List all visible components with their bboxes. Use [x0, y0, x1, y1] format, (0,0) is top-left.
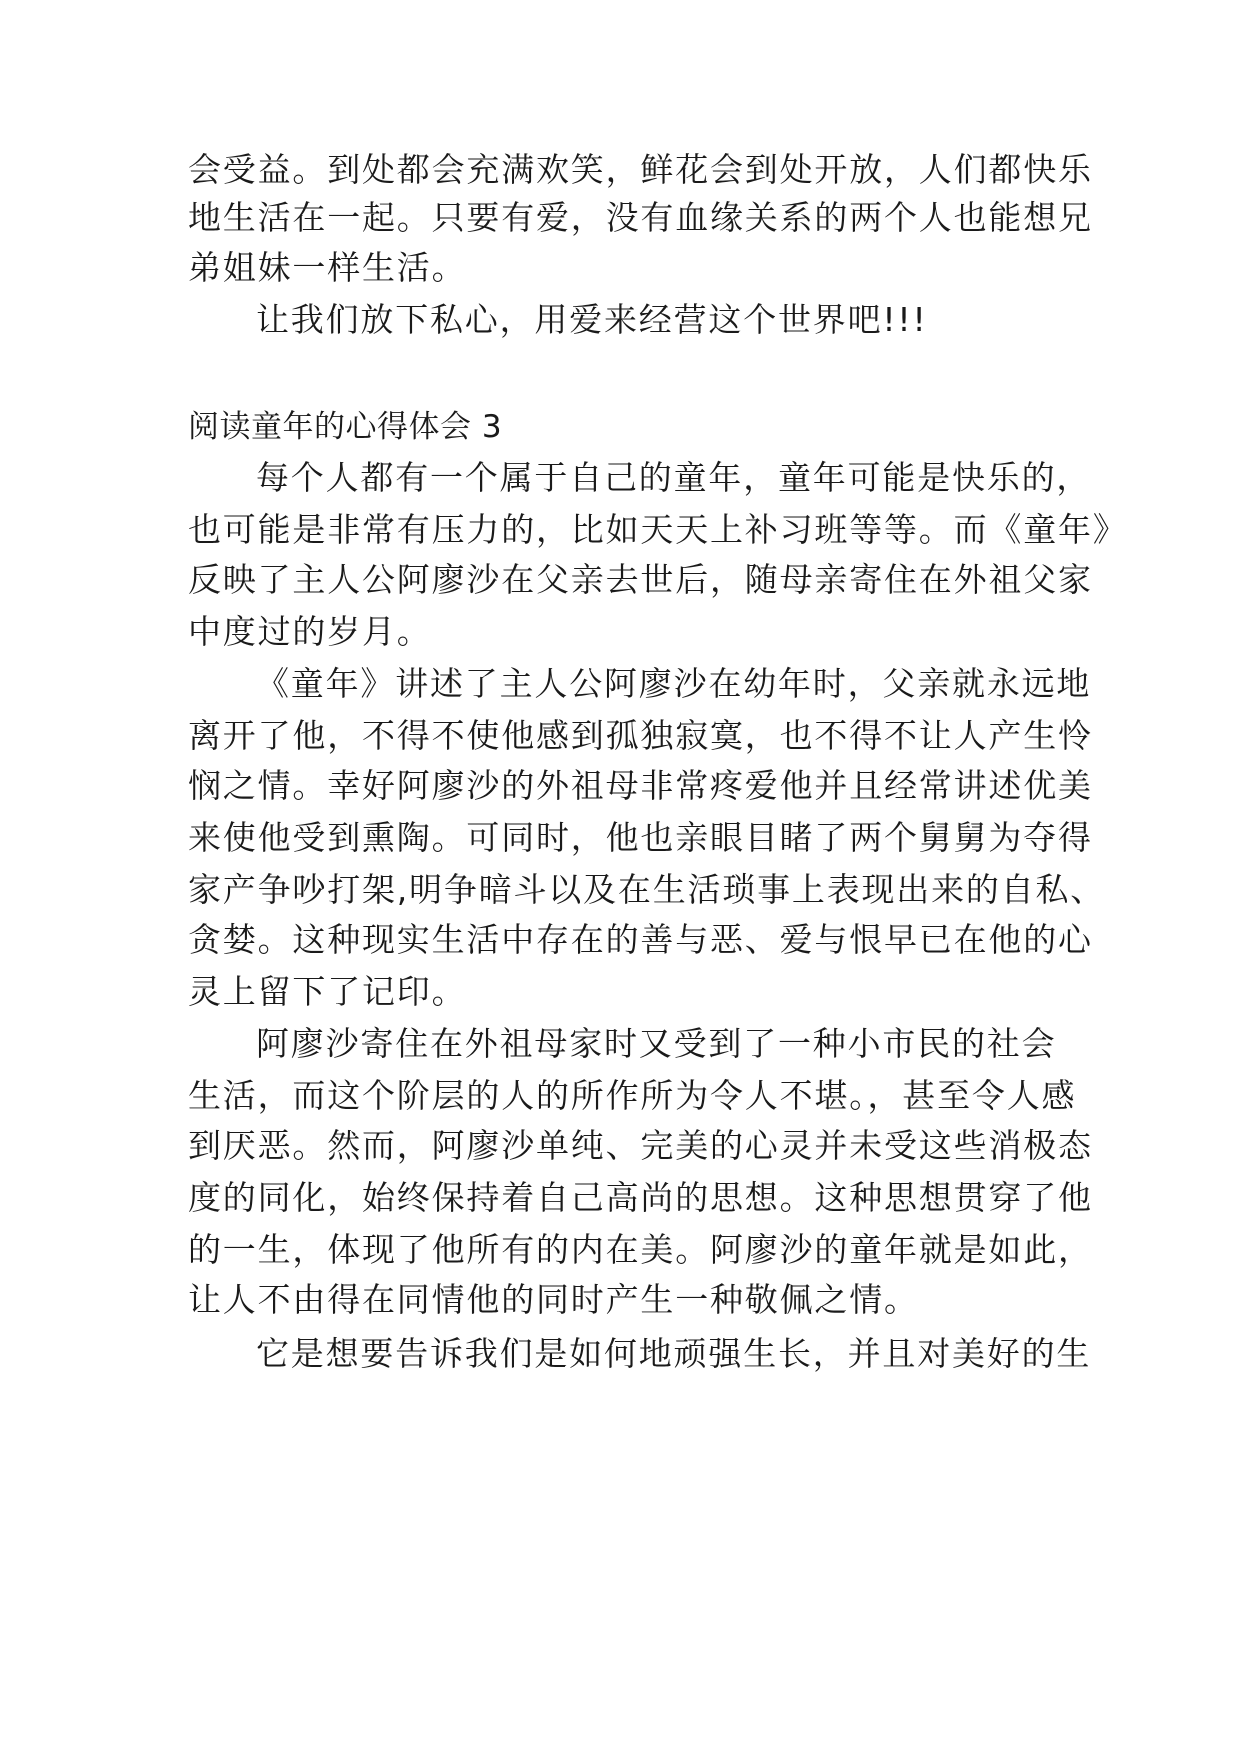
paragraph-3-line-4: 度的同化，始终保持着自己高尚的思想。这种思想贯穿了他	[188, 1178, 1093, 1217]
paragraph-3-line-3: 到厌恶。然而，阿廖沙单纯、完美的心灵并未受这些消极态	[188, 1126, 1093, 1165]
closing-line: 让我们放下私心，用爱来经营这个世界吧!!!	[256, 300, 928, 339]
paragraph-3-line-6: 让人不由得在同情他的同时产生一种敬佩之情。	[188, 1280, 919, 1319]
paragraph-2-line-4: 来使他受到熏陶。可同时，他也亲眼目睹了两个舅舅为夺得	[188, 818, 1093, 857]
paragraph-3-line-1: 阿廖沙寄住在外祖母家时又受到了一种小市民的社会	[256, 1024, 1057, 1063]
paragraph-3-line-5: 的一生，体现了他所有的内在美。阿廖沙的童年就是如此，	[188, 1230, 1093, 1269]
continuation-line-2: 地生活在一起。只要有爱，没有血缘关系的两个人也能想兄	[188, 198, 1093, 237]
paragraph-2-line-1: 《童年》讲述了主人公阿廖沙在幼年时，父亲就永远地	[256, 664, 1092, 703]
continuation-line-3: 弟姐妹一样生活。	[188, 248, 467, 287]
paragraph-1-line-2: 也可能是非常有压力的，比如天天上补习班等等。而《童年》	[188, 510, 1128, 549]
paragraph-2-line-5: 家产争吵打架,明争暗斗以及在生活琐事上表现出来的自私、	[188, 870, 1106, 909]
paragraph-2-line-6: 贪婪。这种现实生活中存在的善与恶、爱与恨早已在他的心	[188, 920, 1093, 959]
paragraph-4-line-1: 它是想要告诉我们是如何地顽强生长，并且对美好的生	[256, 1334, 1092, 1373]
paragraph-3-line-2: 生活，而这个阶层的人的所作所为令人不堪。，甚至令人感	[188, 1076, 1077, 1115]
paragraph-2-line-7: 灵上留下了记印。	[188, 972, 467, 1011]
continuation-line-1: 会受益。到处都会充满欢笑，鲜花会到处开放，人们都快乐	[188, 150, 1093, 189]
section-heading: 阅读童年的心得体会 3	[188, 409, 503, 445]
paragraph-2-line-3: 悯之情。幸好阿廖沙的外祖母非常疼爱他并且经常讲述优美	[188, 766, 1093, 805]
paragraph-1-line-1: 每个人都有一个属于自己的童年，童年可能是快乐的，	[256, 458, 1092, 497]
paragraph-1-line-3: 反映了主人公阿廖沙在父亲去世后，随母亲寄住在外祖父家	[188, 560, 1093, 599]
paragraph-1-line-4: 中度过的岁月。	[188, 612, 432, 651]
paragraph-2-line-2: 离开了他，不得不使他感到孤独寂寞，也不得不让人产生怜	[188, 716, 1093, 755]
